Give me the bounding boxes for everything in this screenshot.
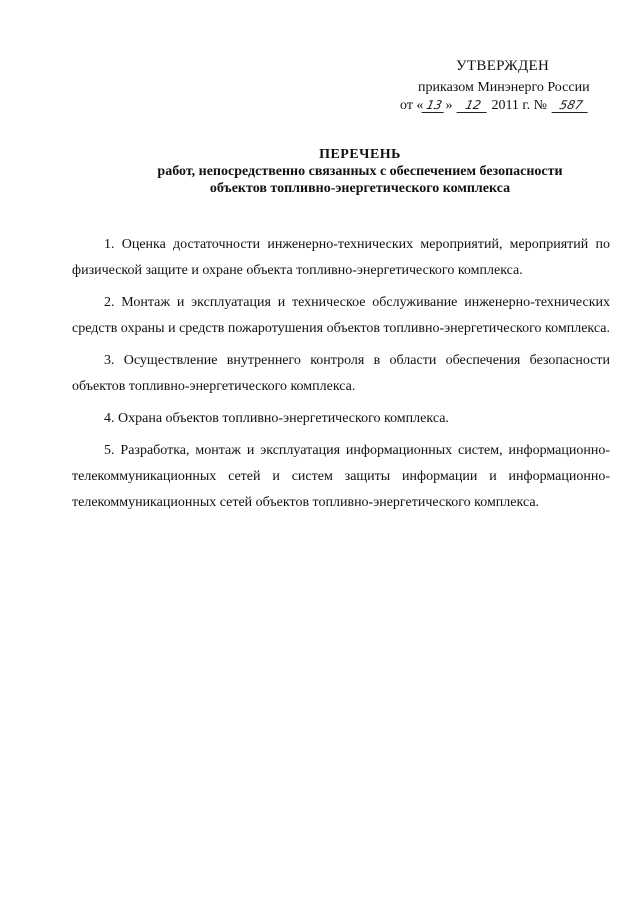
handwritten-day: 13: [422, 99, 447, 113]
list-item-5: 5. Разработка, монтаж и эксплуатация информационных систем, информационно-телекоммуникационных сетей и систем защиты информации и информационно-телекоммуникационных сетей объектов топливно-энергетического комплекса.: [72, 443, 610, 510]
approval-date-line: [400, 98, 589, 114]
heading-title: ПЕРЕЧЕНЬ: [319, 147, 401, 162]
heading-subtitle-line-2: объектов топливно-энергетического комплекса: [209, 181, 511, 196]
date-prefix: от «: [400, 98, 424, 113]
handwritten-order-number: 587: [552, 99, 591, 113]
approval-title: УТВЕРЖДЕН: [456, 58, 550, 74]
approval-order-line: приказом Минэнерго России: [418, 80, 590, 95]
document-heading: [60, 146, 640, 197]
heading-subtitle-line-1: работ, непосредственно связанных с обеспечением безопасности: [157, 164, 563, 179]
list-item-3: 3. Осуществление внутреннего контроля в области обеспечения безопасности объектов топливно-энергетического комплекса.: [72, 353, 610, 394]
list-item-1: 1. Оценка достаточности инженерно-технических мероприятий, мероприятий по физической защите и охране объекта топливно-энергетического комплекса.: [72, 237, 610, 278]
date-year-text: 2011 г. №: [487, 98, 551, 113]
works-list: [72, 232, 610, 522]
handwritten-month: 12: [456, 99, 489, 113]
list-item-2: 2. Монтаж и эксплуатация и техническое обслуживание инженерно-технических средств охраны и средств пожаротушения объектов топливно-энергетического комплекса.: [72, 295, 610, 336]
date-mid: »: [445, 98, 456, 113]
list-item-4: 4. Охрана объектов топливно-энергетического комплекса.: [104, 411, 449, 426]
